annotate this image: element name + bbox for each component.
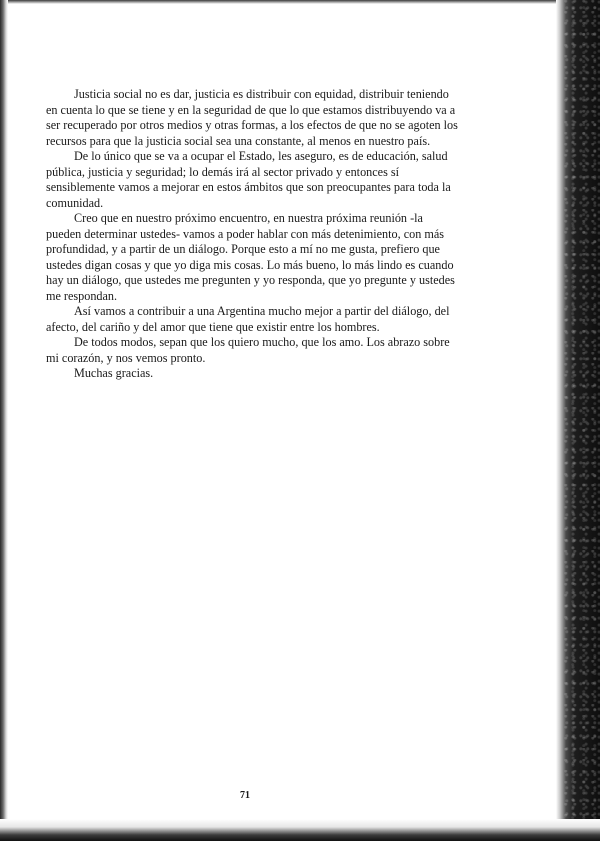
scan-edge-top	[0, 0, 600, 4]
scan-noise-right	[564, 0, 600, 841]
page-number: 71	[240, 790, 250, 801]
scan-edge-left	[0, 0, 8, 841]
paragraph: Justicia social no es dar, justicia es distribuir con equidad, distribuir teniendo en cuenta lo que se tiene y en la seguridad de que lo que estamos distribuyendo va a ser recuperado por otros medios y otras formas, a los efectos de que no se agoten los recursos para que la justicia social sea una constante, al menos en nuestro país.	[46, 87, 458, 148]
body-text	[46, 87, 461, 382]
paragraph: Así vamos a contribuir a una Argentina mucho mejor a partir del diálogo, del afecto, del cariño y del amor que tiene que existir entre los hombres.	[46, 304, 450, 334]
paragraph: Muchas gracias.	[74, 366, 154, 380]
paragraph: De lo único que se va a ocupar el Estado, les aseguro, es de educación, salud pública, justicia y seguridad; lo demás irá al sector privado y entonces sí sensiblemente vamos a mejorar en estos ámbitos que son preocupantes para toda la comunidad.	[46, 149, 451, 210]
paragraph: Creo que en nuestro próximo encuentro, en nuestra próxima reunión -la pueden determinar ustedes- vamos a poder hablar con más detenimiento, con más profundidad, y a partir de un diálogo. Porque esto a mí no me gusta, prefiero que ustedes digan cosas y que yo diga mis cosas. Lo más bueno, lo más lindo es cuando hay un diálogo, que ustedes me pregunten y yo responda, que yo pregunte y ustedes me respondan.	[46, 211, 455, 303]
paragraph: De todos modos, sepan que los quiero mucho, que los amo. Los abrazo sobre mi corazón, y nos vemos pronto.	[46, 335, 450, 365]
scan-edge-bottom	[0, 819, 600, 841]
